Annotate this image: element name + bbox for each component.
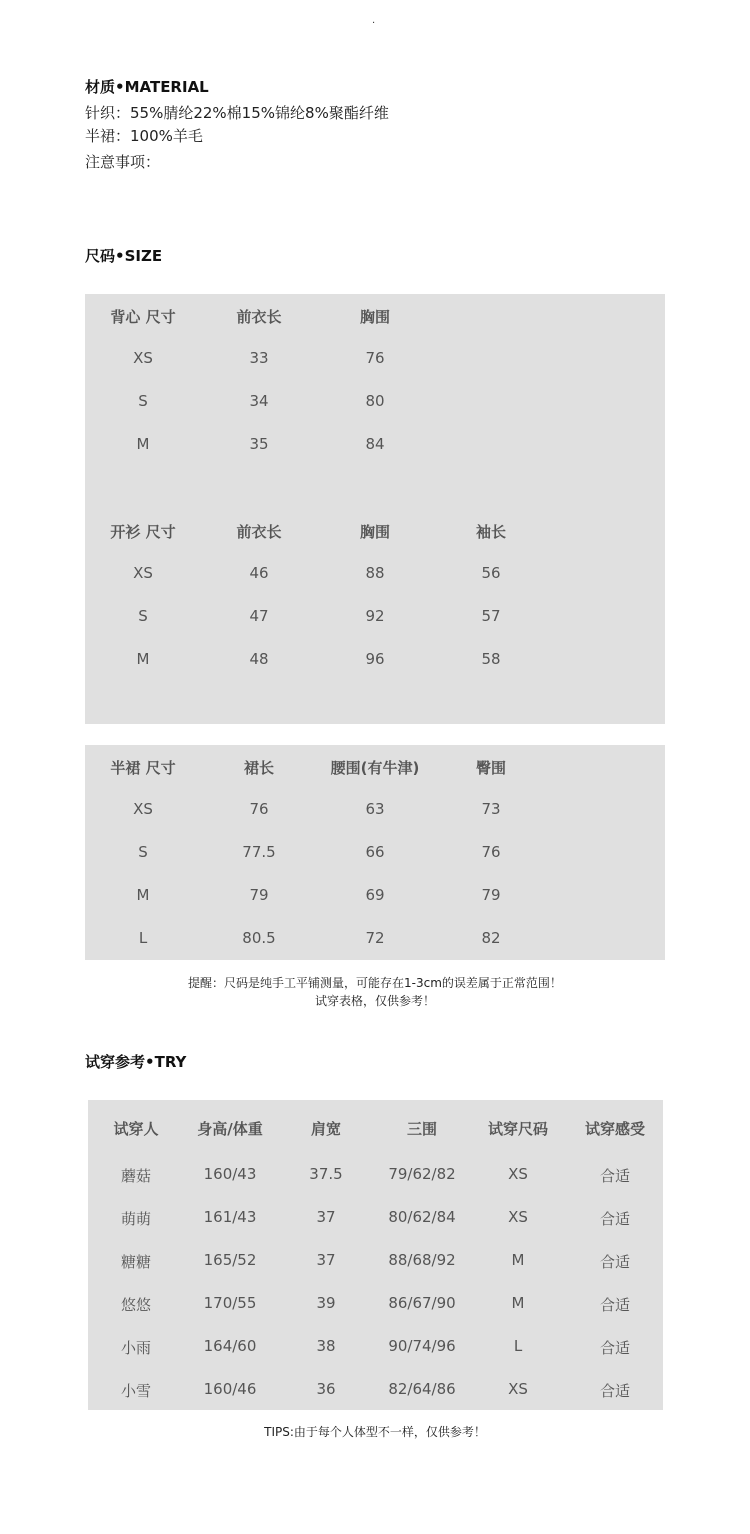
try-cell: 82/64/86 (388, 1380, 456, 1398)
try-cell: 合适 (599, 1167, 630, 1185)
material-notes: 注意事项： (85, 153, 161, 171)
cardigan-cell: 96 (365, 650, 385, 668)
try-cell: 合适 (599, 1382, 630, 1400)
top-dot: · (372, 18, 376, 29)
try-cell: 79/62/82 (388, 1165, 456, 1183)
skirt-cell: M (136, 886, 150, 904)
try-cell: 合适 (599, 1296, 630, 1314)
skirt-cell: L (138, 929, 148, 947)
vest-cell: 33 (249, 349, 269, 367)
top-size-panel (85, 294, 665, 724)
try-cell: 36 (316, 1380, 336, 1398)
skirt-cell: 79 (481, 886, 501, 904)
try-cell: 165/52 (203, 1251, 257, 1269)
skirt-cell: 66 (365, 843, 385, 861)
material-title: 材质•MATERIAL (85, 78, 209, 96)
vest-cell: XS (133, 349, 153, 367)
vest-cell: 80 (365, 392, 385, 410)
skirt-cell: 80.5 (242, 929, 276, 947)
try-header: 试穿尺码 (487, 1120, 548, 1138)
cardigan-cell: 46 (249, 564, 269, 582)
try-cell: XS (508, 1165, 528, 1183)
try-cell: M (511, 1294, 525, 1312)
try-cell: XS (508, 1380, 528, 1398)
cardigan-cell: 57 (481, 607, 501, 625)
material-knit: 针织：55%腈纶22%棉15%锦纶8%聚酯纤维 (85, 104, 389, 122)
material-skirt: 半裙：100%羊毛 (85, 127, 203, 145)
cardigan-header: 袖长 (475, 523, 506, 541)
try-cell: 37 (316, 1251, 336, 1269)
try-cell: 38 (316, 1337, 336, 1355)
vest-cell: 35 (249, 435, 269, 453)
size-reminder: 提醒：尺码是纯手工平铺测量，可能存在1-3cm的误差属于正常范围！ (188, 976, 562, 990)
try-cell: L (513, 1337, 523, 1355)
try-cell: 悠悠 (120, 1296, 151, 1314)
try-cell: 88/68/92 (388, 1251, 456, 1269)
try-header: 试穿人 (113, 1120, 159, 1138)
try-cell: 160/43 (203, 1165, 257, 1183)
try-cell: 37.5 (309, 1165, 343, 1183)
try-header: 三围 (406, 1120, 437, 1138)
cardigan-cell: 58 (481, 650, 501, 668)
skirt-header: 裙长 (243, 759, 274, 777)
try-cell: 164/60 (203, 1337, 257, 1355)
skirt-cell: 79 (249, 886, 269, 904)
cardigan-header: 开衫 尺寸 (110, 523, 176, 541)
try-cell: 90/74/96 (388, 1337, 456, 1355)
try-cell: 小雪 (120, 1382, 151, 1400)
try-table (88, 1100, 663, 1410)
cardigan-cell: XS (133, 564, 153, 582)
skirt-cell: 73 (481, 800, 501, 818)
try-cell: 160/46 (203, 1380, 257, 1398)
try-cell: 合适 (599, 1210, 630, 1228)
cardigan-cell: 56 (481, 564, 501, 582)
try-cell: 合适 (599, 1339, 630, 1357)
vest-header: 背心 尺寸 (110, 308, 176, 326)
try-cell: 合适 (599, 1253, 630, 1271)
skirt-size-table (85, 745, 665, 960)
skirt-header: 臀围 (475, 759, 506, 777)
cardigan-cell: S (138, 607, 148, 625)
cardigan-cell: 92 (365, 607, 385, 625)
size-title: 尺码•SIZE (85, 247, 163, 265)
try-cell: 39 (316, 1294, 336, 1312)
try-header: 身高/体重 (197, 1120, 263, 1138)
skirt-cell: 63 (365, 800, 385, 818)
skirt-cell: 76 (249, 800, 269, 818)
try-cell: 小雨 (120, 1339, 151, 1357)
skirt-header: 腰围(有牛津) (330, 759, 420, 777)
skirt-header: 半裙 尺寸 (110, 759, 176, 777)
cardigan-cell: 47 (249, 607, 269, 625)
try-cell: 蘑菇 (120, 1167, 151, 1185)
skirt-cell: 82 (481, 929, 501, 947)
skirt-cell: 77.5 (242, 843, 276, 861)
try-cell: 86/67/90 (388, 1294, 456, 1312)
cardigan-header: 胸围 (359, 523, 390, 541)
vest-header: 胸围 (359, 308, 390, 326)
skirt-cell: 72 (365, 929, 385, 947)
cardigan-cell: 88 (365, 564, 385, 582)
skirt-cell: S (138, 843, 148, 861)
vest-cell: 76 (365, 349, 385, 367)
skirt-cell: XS (133, 800, 153, 818)
vest-cell: M (136, 435, 150, 453)
try-header: 试穿感受 (584, 1120, 645, 1138)
cardigan-cell: 48 (249, 650, 269, 668)
try-header: 肩宽 (310, 1120, 341, 1138)
vest-cell: 84 (365, 435, 385, 453)
cardigan-header: 前衣长 (236, 523, 282, 541)
skirt-cell: 76 (481, 843, 501, 861)
cardigan-cell: M (136, 650, 150, 668)
vest-cell: 34 (249, 392, 269, 410)
size-reminder-try: 试穿表格，仅供参考！ (314, 994, 435, 1008)
try-cell: 糖糖 (120, 1253, 151, 1271)
try-title: 试穿参考•TRY (85, 1053, 187, 1071)
try-cell: M (511, 1251, 525, 1269)
try-cell: 37 (316, 1208, 336, 1226)
try-cell: 161/43 (203, 1208, 257, 1226)
try-cell: 170/55 (203, 1294, 257, 1312)
vest-cell: S (138, 392, 148, 410)
try-cell: 80/62/84 (388, 1208, 456, 1226)
vest-header: 前衣长 (236, 308, 282, 326)
skirt-cell: 69 (365, 886, 385, 904)
try-tips: TIPS:由于每个人体型不一样，仅供参考！ (264, 1425, 486, 1439)
try-cell: XS (508, 1208, 528, 1226)
try-cell: 萌萌 (120, 1210, 151, 1228)
